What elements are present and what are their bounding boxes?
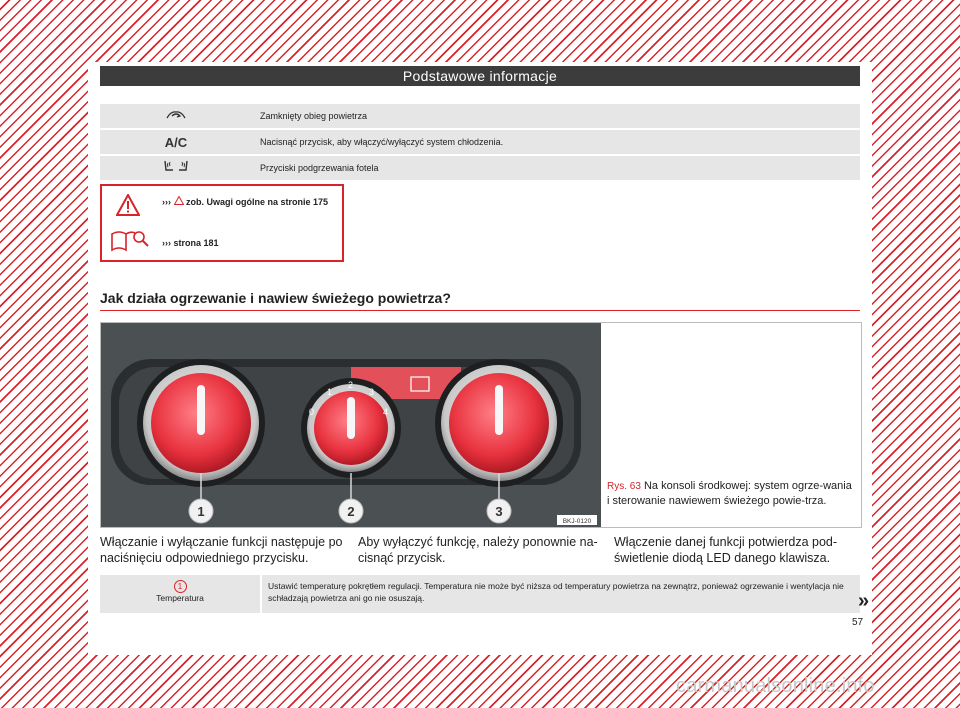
dial-air-distribution — [435, 359, 563, 487]
table-row — [100, 130, 860, 154]
callout-1 — [189, 499, 213, 523]
figure-number: Rys. 63 — [607, 481, 641, 492]
text-column-2: Aby wyłączyć funkcję, należy ponownie na-cisnąć przycisk. — [358, 535, 598, 565]
fan-scale-3: 3 — [369, 387, 375, 397]
fan-scale-1: 1 — [327, 387, 333, 397]
mini-warning-icon — [174, 196, 184, 205]
fan-scale-2: 2 — [348, 380, 354, 390]
seat-heating-text: Przyciski podgrzewania fotela — [252, 156, 860, 180]
figure-caption — [607, 479, 855, 508]
table-row — [100, 156, 860, 180]
text-column-3: Włączenie danej funkcji potwierdza pod-świetlenie diodą LED danego klawisza. — [614, 535, 838, 565]
warning-reference-text[interactable]: zob. Uwagi ogólne na stronie 175 — [186, 197, 329, 207]
continue-mark: » — [858, 590, 870, 612]
controls-table — [100, 102, 860, 182]
page-header: Podstawowe informacje — [100, 66, 860, 86]
climate-panel-illustration — [101, 323, 601, 527]
recirculation-text: Zamknięty obieg powietrza — [252, 104, 860, 128]
figure-code: BKJ-0120 — [562, 518, 592, 525]
caption-text: Na konsoli środkowej: system ogrze-wania i sterowanie nawiewem świeżego powie-trza. — [607, 480, 852, 507]
callout-3-label: 3 — [495, 504, 503, 519]
ac-icon — [100, 130, 252, 154]
figure-63 — [100, 322, 862, 528]
page-reference[interactable]: ››› strona 181 — [162, 238, 219, 248]
legend-number: 1 — [174, 580, 187, 593]
dial-fan — [301, 378, 401, 478]
warning-triangle-icon — [116, 194, 140, 216]
callout-2-label: 2 — [347, 504, 355, 519]
legend-number-cell — [100, 575, 262, 613]
dial-temperature — [137, 359, 265, 487]
warning-reference — [162, 196, 332, 208]
fan-scale-4: 4 — [383, 407, 389, 417]
legend-label: Temperatura — [156, 593, 204, 603]
page-number: 57 — [852, 617, 864, 628]
legend-description: Ustawić temperaturę pokrętłem regulacji. Temperatura nie może być niższa od temperatury powietrza na zewnątrz, ponieważ ogrzewanie i wentylacja nie schładzają powietrza ani go nie osuszają. — [268, 581, 844, 603]
fan-scale-0: 0 — [309, 407, 315, 417]
legend-row — [100, 575, 860, 613]
arrows-text: ››› — [162, 197, 174, 207]
warning-box — [100, 184, 344, 262]
callout-3 — [487, 499, 511, 523]
watermark: carmanualsonline.info — [676, 675, 875, 697]
text-column-1: Włączanie i wyłączanie funkcji następuje po naciśnięciu odpowiedniego przycisku. — [100, 535, 343, 565]
callout-2 — [339, 499, 363, 523]
book-magnifier-icon — [110, 228, 150, 254]
ac-icon-text: A/C — [164, 134, 188, 150]
callout-1-label: 1 — [197, 504, 205, 519]
seat-heating-icon — [100, 156, 252, 180]
section-title: Jak działa ogrzewanie i nawiew świeżego powietrza? — [100, 290, 860, 311]
recirculation-icon — [100, 104, 252, 128]
table-row — [100, 104, 860, 128]
climate-control-photo — [101, 323, 601, 527]
ac-text: Nacisnąć przycisk, aby włączyć/wyłączyć system chłodzenia. — [252, 130, 860, 154]
